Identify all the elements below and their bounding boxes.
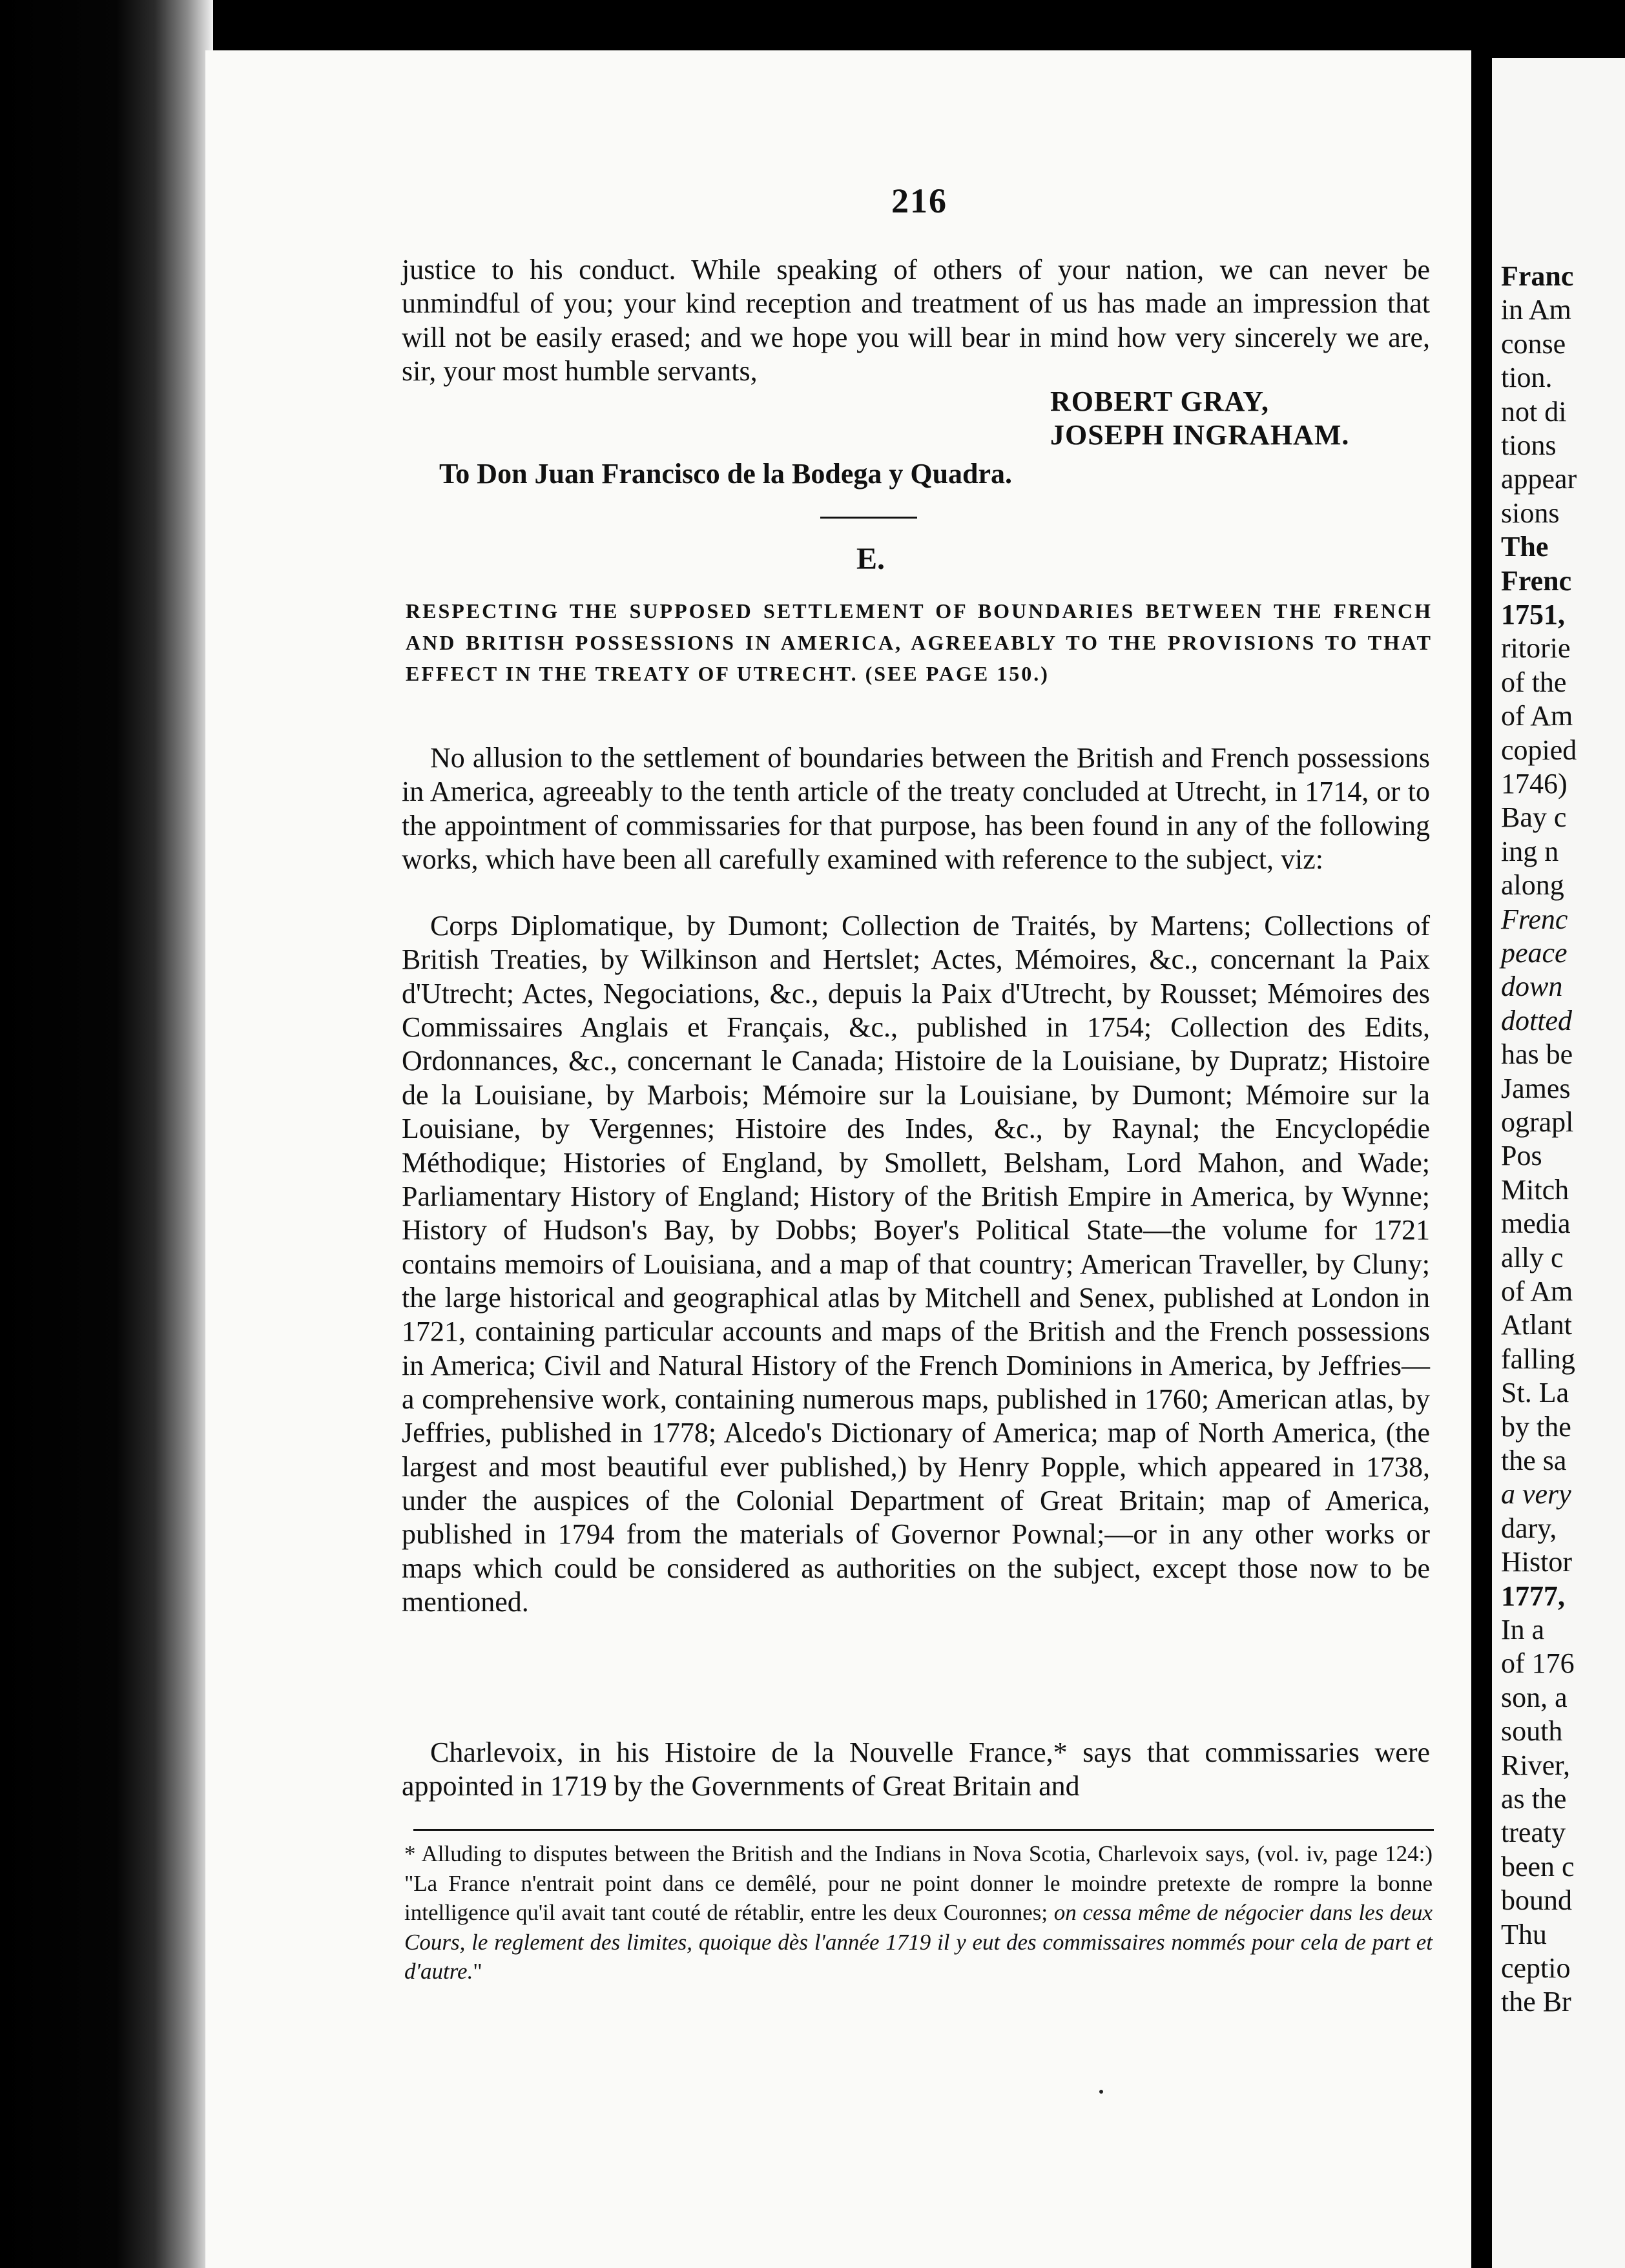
right-page-line: dotted bbox=[1501, 1004, 1572, 1036]
paper-speck bbox=[1099, 2090, 1103, 2094]
right-page-line: as the bbox=[1501, 1783, 1567, 1815]
right-page-line: south bbox=[1501, 1715, 1563, 1747]
right-page-line: the sa bbox=[1501, 1445, 1567, 1476]
right-page-line: has be bbox=[1501, 1038, 1573, 1071]
book-gutter bbox=[1471, 0, 1493, 2268]
right-page-line: appear bbox=[1501, 463, 1577, 495]
right-page-line: The bbox=[1501, 531, 1549, 563]
right-page-line: sions bbox=[1501, 497, 1560, 529]
right-page-line: Thu bbox=[1501, 1918, 1547, 1950]
right-page-line: dary, bbox=[1501, 1512, 1557, 1544]
right-page-line: ing n bbox=[1501, 835, 1559, 867]
right-page-line: peace bbox=[1501, 937, 1568, 969]
right-page-line: ograpl bbox=[1501, 1106, 1574, 1138]
right-page-line: 1777, bbox=[1501, 1580, 1565, 1612]
right-page-line: ritorie bbox=[1501, 632, 1571, 665]
right-page-line: ally c bbox=[1501, 1241, 1564, 1273]
paragraph-charlevoix: Charlevoix, in his Histoire de la Nouvelle France,* says that commissaries were appointed in 1719 by the Governments of Great Britain and bbox=[402, 1737, 1430, 1802]
right-page-line: Franc bbox=[1501, 260, 1574, 292]
right-page-line: along bbox=[1501, 869, 1564, 902]
section-heading: RESPECTING THE SUPPOSED SETTLEMENT OF BOUNDARIES BETWEEN THE FRENCH AND BRITISH POSSESSIONS IN AMERICA, AGREEABLY TO THE PROVISIONS TO THAT EFFECT IN THE TREATY OF UTRECHT. (SEE PAGE 150.) bbox=[406, 599, 1433, 686]
section-letter: E. bbox=[856, 542, 885, 576]
section-divider bbox=[820, 517, 917, 519]
right-page-line: by the bbox=[1501, 1410, 1571, 1443]
signatory-joseph-ingraham: JOSEPH INGRAHAM. bbox=[1050, 419, 1350, 451]
right-page-line: bound bbox=[1501, 1884, 1572, 1917]
right-page-line: media bbox=[1501, 1208, 1571, 1240]
right-page-fragment bbox=[1492, 58, 1625, 2268]
right-page-line: River, bbox=[1501, 1749, 1570, 1781]
right-page-line: down bbox=[1501, 971, 1563, 1003]
right-page-line: Frenc bbox=[1501, 564, 1572, 597]
right-page-line: of the bbox=[1501, 666, 1567, 698]
right-page-line: in Am bbox=[1501, 294, 1571, 326]
right-page-line: son, a bbox=[1501, 1681, 1568, 1713]
book-spine-edge bbox=[0, 0, 213, 2268]
signatory-robert-gray: ROBERT GRAY, bbox=[1050, 386, 1269, 417]
right-page-line: Bay c bbox=[1501, 801, 1567, 834]
footnote bbox=[404, 1839, 1433, 1986]
right-page-line: James bbox=[1501, 1072, 1571, 1104]
page-number: 216 bbox=[891, 181, 947, 220]
right-page-line: Frenc bbox=[1501, 903, 1568, 935]
footnote-italic-text: on cessa même de négocier dans les deux Cours, le reglement des limites, quoique dès l'année 1719 il y eut des commissaires nommés pour cela de part et d'autre. bbox=[404, 1900, 1433, 1984]
right-page-line: the Br bbox=[1501, 1986, 1571, 2018]
right-page-line: of 176 bbox=[1501, 1647, 1575, 1680]
right-page-line: Histor bbox=[1501, 1546, 1572, 1578]
footnote-divider bbox=[413, 1829, 1434, 1831]
footnote-closing-quote: " bbox=[473, 1959, 482, 1984]
right-page-line: of Am bbox=[1501, 700, 1573, 732]
right-page-line: 1746) bbox=[1501, 768, 1568, 799]
right-page-line: In a bbox=[1501, 1614, 1545, 1645]
right-page-line: ceptio bbox=[1501, 1952, 1571, 1984]
letter-closing-text: justice to his conduct. While speaking of others of your nation, we can never be unmindful of you; your kind reception and treatment of us has made an impression that will not be easily erased; and we hope you will bear in mind how very sincerely we are, sir, your most humble servants, bbox=[402, 254, 1430, 387]
footnote-text: * Alluding to disputes between the British and the Indians in Nova Scotia, Charlevoix says, (vol. iv, page 124:) "La France n'entrait point dans ce demêlé, pour ne point donner le moindre pretexte de rompre la bonne intelligence qu'il avait tant couté de rétablir, entre les deux Couronnes; bbox=[404, 1841, 1433, 1925]
right-page-line: treaty bbox=[1501, 1817, 1566, 1849]
paragraph-works-list: Corps Diplomatique, by Dumont; Collection de Traités, by Martens; Collections of British Treaties, by Wilkinson and Hertslet; Actes, Mémoires, &c., concernant la Paix d'Utrecht; Actes, Negociations, &c., depuis la Paix d'Utrecht, by Rousset; Mémoires des Commissaires Anglais et Français, &c., published in 1754; Collection des Edits, Ordonnances, &c., concernant le Canada; Histoire de la Louisiane, by Dupratz; Histoire de la Louisiane, by Marbois; Mémoire sur la Louisiane, by Dumont; Mémoire sur la Louisiane, by Vergennes; Histoire des Indes, &c., by Raynal; the Encyclopédie Méthodique; Histories of England, by Smollett, Belsham, Lord Mahon, and Wade; Parliamentary History of England; History of the British Empire in America, by Wynne; History of Hudson's Bay, by Dobbs; Boyer's Political State—the volume for 1721 contains memoirs of Louisiana, and a map of that country; American Traveller, by Cluny; the large historical and geographical atlas by Mitchell and Senex, published at London in 1721, containing particular accounts and maps of the British and the French possessions in America; Civil and Natural History of the French Dominions in America, by Jeffries—a comprehensive work, containing numerous maps, published in 1760; American atlas, by Jeffries, published in 1778; Alcedo's Dictionary of America; map of North America, (the largest and most beautiful ever published,) by Henry Popple, which appeared in 1738, under the auspices of the Colonial Department of Great Britain; map of America, published in 1794 from the materials of Governor Pownal;—or in any other works or maps which could be considered as authorities on the subject, except those now to be mentioned. bbox=[402, 910, 1430, 1618]
right-page-line: of Am bbox=[1501, 1275, 1573, 1307]
right-page-line: a very bbox=[1501, 1478, 1571, 1510]
paragraph-intro: No allusion to the settlement of boundaries between the British and French possessions in America, agreeably to the tenth article of the treaty concluded at Utrecht, in 1714, or to the appointment of commissaries for that purpose, has been found in any of the following works, which have been all carefully examined with reference to the subject, viz: bbox=[402, 742, 1430, 876]
right-page-line: tion. bbox=[1501, 362, 1553, 394]
right-page-line: Pos bbox=[1501, 1140, 1542, 1172]
right-page-line: St. La bbox=[1501, 1377, 1569, 1409]
right-page-line: tions bbox=[1501, 429, 1557, 461]
right-page-line: copied bbox=[1501, 734, 1577, 766]
letter-addressee: To Don Juan Francisco de la Bodega y Quadra. bbox=[439, 458, 1013, 490]
right-page-line: not di bbox=[1501, 395, 1567, 428]
right-page-line: been c bbox=[1501, 1850, 1575, 1882]
right-page-line: conse bbox=[1501, 327, 1566, 360]
right-page-line: falling bbox=[1501, 1343, 1575, 1375]
right-page-line: Atlant bbox=[1501, 1309, 1572, 1341]
right-page-line: Mitch bbox=[1501, 1173, 1569, 1206]
right-page-line: 1751, bbox=[1501, 599, 1565, 630]
